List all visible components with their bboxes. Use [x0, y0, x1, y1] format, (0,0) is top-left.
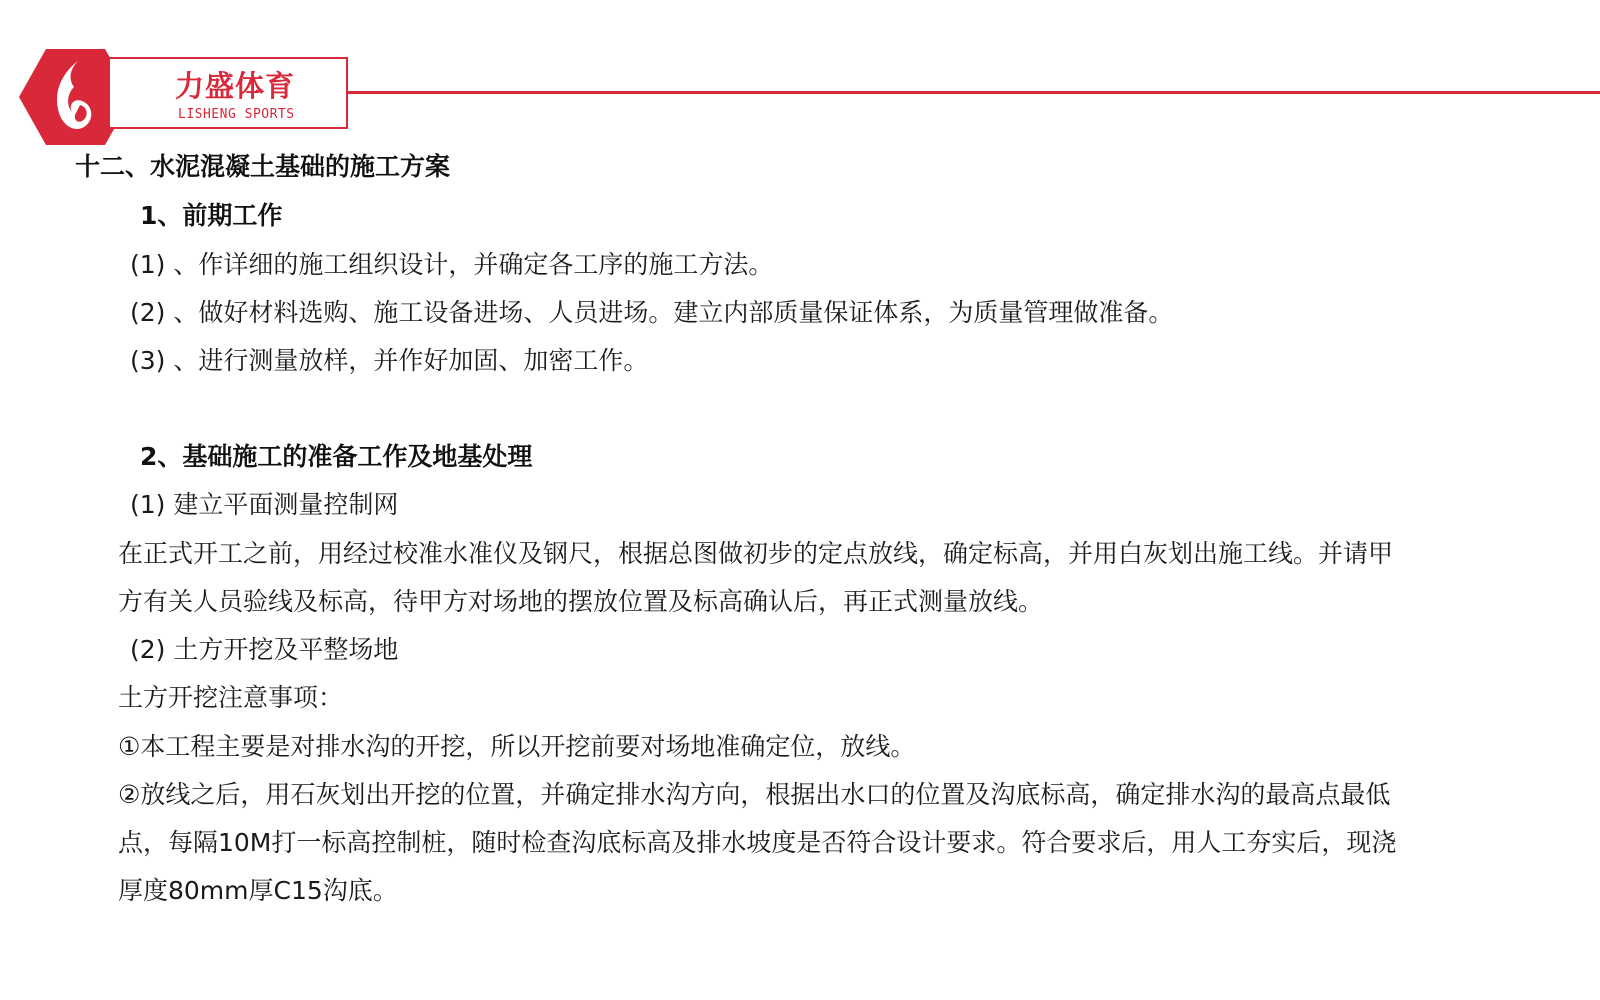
header-divider	[346, 91, 1600, 94]
note-item: ②放线之后，用石灰划出开挖的位置，并确定排水沟方向，根据出水口的位置及沟底标高，确定排水沟的最高点最低	[118, 780, 1391, 809]
paragraph-line: 方有关人员验线及标高，待甲方对场地的摆放位置及标高确认后，再正式测量放线。	[118, 587, 1044, 616]
section2-sub2-heading: (2) 土方开挖及平整场地	[130, 635, 399, 664]
section1-item: (3) 、进行测量放样，并作好加固、加密工作。	[130, 346, 649, 375]
paragraph-line: 在正式开工之前，用经过校准水准仪及钢尺，根据总图做初步的定点放线，确定标高，并用白灰划出施工线。并请甲	[118, 539, 1394, 568]
brand-name-en: LISHENG SPORTS	[178, 107, 295, 122]
note-item: 点，每隔10M打一标高控制桩，随时检查沟底标高及排水坡度是否符合设计要求。符合要求后，用人工夯实后，现浇	[118, 828, 1397, 857]
notes-label: 土方开挖注意事项：	[118, 683, 344, 712]
section1-item: (1) 、作详细的施工组织设计，并确定各工序的施工方法。	[130, 250, 774, 279]
note-item: ①本工程主要是对排水沟的开挖，所以开挖前要对场地准确定位，放线。	[118, 732, 916, 761]
section2-sub1-heading: (1) 建立平面测量控制网	[130, 490, 399, 519]
brand-name-cn: 力盛体育	[175, 69, 296, 103]
section1-heading: 1、前期工作	[140, 201, 283, 230]
section2-heading: 2、基础施工的准备工作及地基处理	[140, 442, 533, 471]
note-item: 厚度80mm厚C15沟底。	[118, 876, 398, 905]
document-title: 十二、水泥混凝土基础的施工方案	[75, 152, 451, 181]
page-header	[0, 0, 1600, 140]
section1-item: (2) 、做好材料选购、施工设备进场、人员进场。建立内部质量保证体系，为质量管理做准备。	[130, 298, 1174, 327]
